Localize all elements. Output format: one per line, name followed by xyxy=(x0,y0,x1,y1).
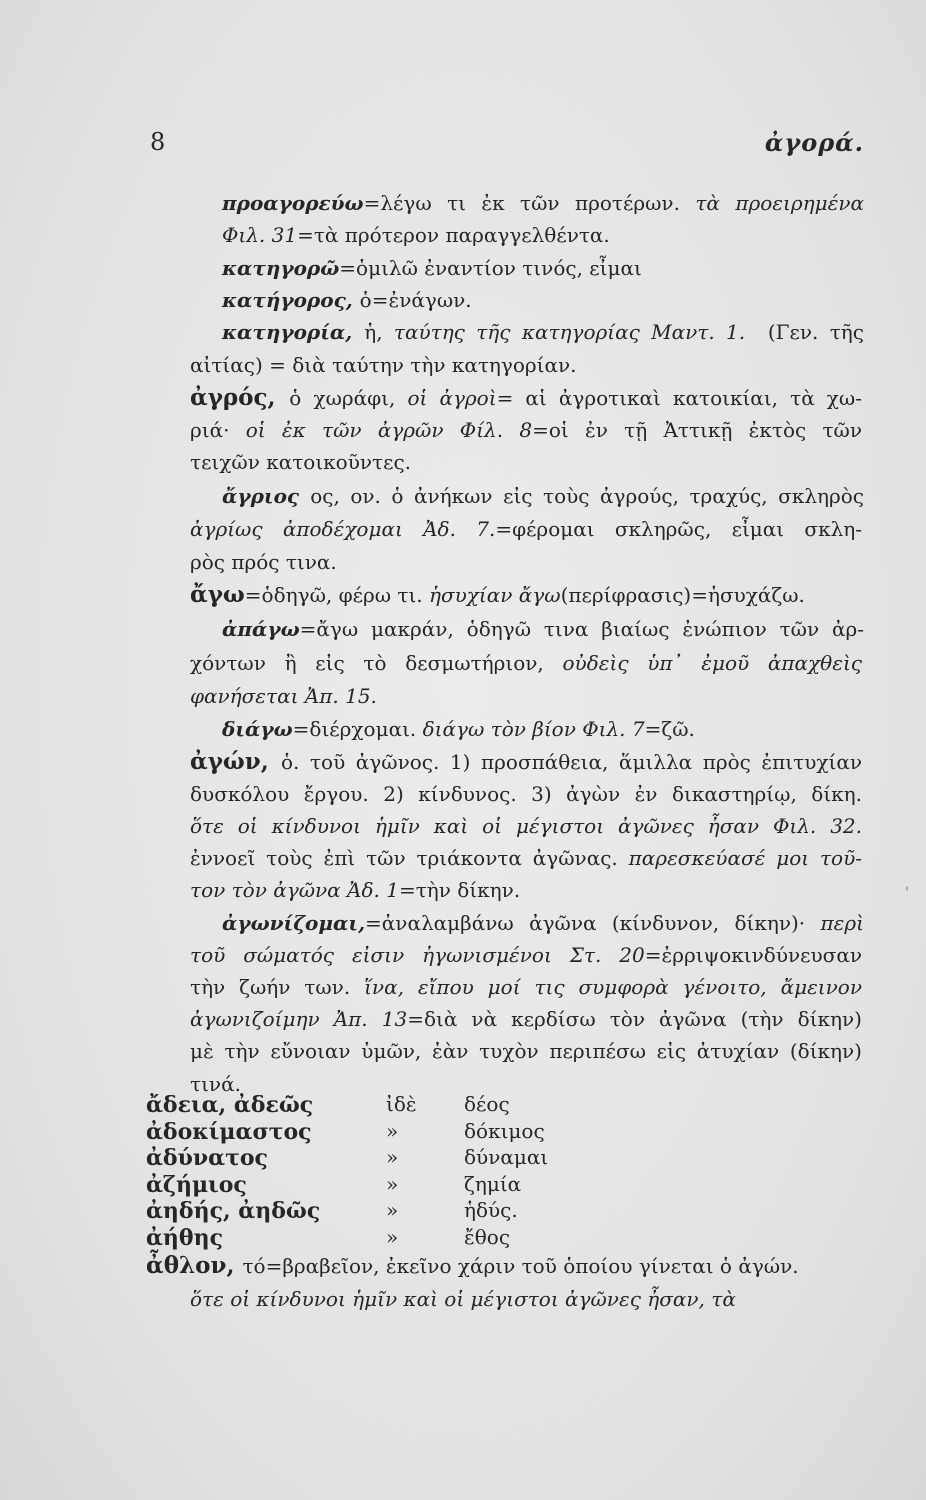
text-line xyxy=(222,716,695,742)
citation-text: οἱ ἀγροὶ xyxy=(407,386,497,410)
headword: κατήγορος, xyxy=(222,288,360,312)
text-line xyxy=(222,616,864,642)
xref-target: δέος xyxy=(464,1092,510,1116)
headword: κατηγορία, xyxy=(222,320,365,344)
definition-text: =οἱ ἐν τῇ Ἀττικῇ ἐκτὸς τῶν xyxy=(532,418,862,442)
definition-text: =ἀναλαμβάνω ἀγῶνα (κίνδυνον, δίκην)· xyxy=(365,911,821,935)
xref-row xyxy=(146,1225,846,1252)
citation-text: Φιλ. 31 xyxy=(222,223,298,247)
headword: ἄγριος xyxy=(222,484,311,508)
definition-text: δυσκόλου ἔργου. 2) κίνδυνος. 3) ἀγὼν ἐν δικαστηρίῳ, δίκη. xyxy=(190,782,862,806)
citation-text: ἵνα, εἴπου μοί τις συμφορὰ γένοιτο, ἄμεινον xyxy=(364,975,863,999)
xref-word: ἀδοκίμαστος xyxy=(146,1118,312,1145)
page-number: 8 xyxy=(150,128,166,156)
citation-text: οὐδεὶς ὑπ᾽ ἐμοῦ ἀπαχθεὶς xyxy=(562,651,862,675)
xref-row xyxy=(146,1172,846,1199)
headword: προαγορεύω xyxy=(222,191,364,215)
running-head: ἀγορά. xyxy=(764,128,864,157)
text-line xyxy=(190,749,862,775)
text-line xyxy=(190,417,862,443)
text-line xyxy=(222,190,864,216)
definition-text: τό=βραβεῖον, ἐκεῖνο χάριν τοῦ ὁποίου γίνεται ὁ ἀγών. xyxy=(242,1254,799,1278)
xref-target: δόκιμος xyxy=(464,1118,545,1143)
text-line xyxy=(190,385,862,411)
definition-text: ἡ, xyxy=(364,320,394,344)
text-line xyxy=(190,449,411,475)
definition-text: =τὴν δίκην. xyxy=(398,878,521,902)
xref-see: » xyxy=(386,1118,399,1143)
margin-mark: ' xyxy=(905,885,909,901)
text-line xyxy=(190,582,805,608)
definition-text: ριά· xyxy=(190,418,246,442)
citation-text: ὅτε οἱ κίνδυνοι ἡμῖν καὶ οἱ μέγιστοι ἀγῶνες ἦσαν Φιλ. 32. xyxy=(190,814,862,838)
text-line xyxy=(190,1286,736,1312)
xref-row xyxy=(146,1092,846,1119)
xref-target: ἔθος xyxy=(464,1224,511,1249)
definition-text: τινά. xyxy=(190,1072,241,1096)
definition-text: =διέρχομαι. xyxy=(292,717,423,741)
text-line xyxy=(190,813,862,839)
text-line xyxy=(190,352,577,378)
xref-target: ζημία xyxy=(464,1171,522,1196)
definition-text: (περίφρασις)=ἡσυχάζω. xyxy=(560,583,805,607)
text-line xyxy=(190,1038,862,1064)
text-line xyxy=(222,319,864,345)
headword: ἀγών, xyxy=(190,748,281,775)
headword: ἆθλον, xyxy=(146,1252,243,1279)
definition-text: =λέγω τι ἐκ τῶν προτέρων. xyxy=(363,191,696,215)
xref-see: ἰδὲ xyxy=(386,1092,417,1116)
text-line xyxy=(222,222,610,248)
text-line xyxy=(222,910,864,936)
text-line xyxy=(222,483,864,509)
citation-text: οἱ ἐκ τῶν ἀγρῶν Φίλ. 8 xyxy=(245,418,533,442)
definition-text: ος, ον. ὁ ἀνήκων εἰς τοὺς ἀγρούς, τραχύς, σκληρὸς xyxy=(310,484,864,508)
cross-reference-table xyxy=(146,1092,846,1251)
text-line xyxy=(190,683,377,709)
xref-see: » xyxy=(386,1224,399,1249)
definition-text: ὁ=ἐνάγων. xyxy=(359,288,472,312)
xref-target: ἡδύς. xyxy=(464,1198,518,1222)
xref-row xyxy=(146,1198,846,1225)
xref-word: ἄδεια, ἀδεῶς xyxy=(146,1092,314,1118)
text-line xyxy=(190,942,862,968)
definition-text: =ὁδηγῶ, φέρω τι. xyxy=(244,583,430,607)
text-line xyxy=(190,877,520,903)
definition-text: ρὸς πρός τινα. xyxy=(190,550,337,574)
definition-text: (Γεν. τῆς xyxy=(745,320,864,344)
text-line xyxy=(190,650,862,676)
definition-text: αἰτίας) = διὰ ταύτην τὴν κατηγορίαν. xyxy=(190,353,577,377)
xref-see: » xyxy=(386,1198,399,1222)
headword: διάγω xyxy=(222,717,293,741)
headword: ἀγωνίζομαι, xyxy=(222,911,366,935)
definition-text: μὲ τὴν εὔνοιαν ὑμῶν, ἐὰν τυχὸν περιπέσω εἰς ἀτυχίαν (δίκην) xyxy=(190,1039,862,1063)
citation-text: ὅτε οἱ κίνδυνοι ἡμῖν καὶ οἱ μέγιστοι ἀγῶνες ἦσαν, τὰ xyxy=(190,1287,736,1311)
xref-word: ἀηδής, ἀηδῶς xyxy=(146,1198,321,1224)
citation-text: ταύτης τῆς κατηγορίας Μαντ. 1. xyxy=(393,320,746,344)
definition-text: τειχῶν κατοικοῦντες. xyxy=(190,450,412,474)
xref-row xyxy=(146,1145,846,1172)
xref-target: δύναμαι xyxy=(464,1145,549,1169)
xref-word: ἀδύνατος xyxy=(146,1145,268,1171)
definition-text: τὴν ζωήν των. xyxy=(190,975,365,999)
text-line xyxy=(190,845,862,871)
text-line xyxy=(190,781,862,807)
citation-text: περὶ xyxy=(820,911,864,935)
definition-text: =τὰ πρότερον παραγγελθέντα. xyxy=(297,223,610,247)
text-line xyxy=(190,974,862,1000)
xref-see: » xyxy=(386,1145,399,1169)
definition-text: =φέρομαι σκληρῶς, εἶμαι σκλη- xyxy=(495,517,862,541)
citation-text: τοῦ σώματός εἰσιν ἠγωνισμένοι Στ. 20 xyxy=(190,943,645,967)
xref-see: » xyxy=(386,1171,399,1196)
headword: κατηγορῶ xyxy=(222,256,340,280)
definition-text: ὁ χωράφι, xyxy=(289,386,408,410)
citation-text: διάγω τὸν βίον Φιλ. 7 xyxy=(422,717,645,741)
headword: ἀγρός, xyxy=(190,384,290,411)
definition-text: ἐννοεῖ τοὺς ἐπὶ τῶν τριάκοντα ἀγῶνας. xyxy=(190,846,629,870)
definition-text: ὁ. τοῦ ἀγῶνος. 1) προσπάθεια, ἅμιλλα πρὸς ἐπιτυχίαν xyxy=(280,750,862,774)
text-line xyxy=(190,549,337,575)
citation-text: φανήσεται Ἀπ. 15. xyxy=(190,684,377,708)
text-line xyxy=(146,1253,799,1279)
xref-word: ἀζήμιος xyxy=(146,1171,247,1198)
citation-text: ἀγωνιζοίμην Ἀπ. 13 xyxy=(190,1007,408,1031)
definition-text: =ἐρριψοκινδύνευσαν xyxy=(644,943,862,967)
text-line xyxy=(222,255,642,281)
headword: ἀπάγω xyxy=(222,617,300,641)
definition-text: =ὁμιλῶ ἐναντίον τινός, εἶμαι xyxy=(339,256,642,280)
citation-text: τον τὸν ἀγῶνα Ἀδ. 1 xyxy=(190,878,399,902)
citation-text: ἡσυχίαν ἄγω xyxy=(429,583,561,607)
headword: ἄγω xyxy=(190,581,245,608)
xref-row xyxy=(146,1119,846,1146)
definition-text: =ἄγω μακράν, ὁδηγῶ τινα βιαίως ἐνώπιον τῶν ἀρ- xyxy=(299,617,864,641)
citation-text: τὰ προειρημένα xyxy=(695,191,864,215)
citation-text: παρεσκεύασέ μοι τοῦ- xyxy=(628,846,862,870)
text-line xyxy=(190,516,862,542)
definition-text: =διὰ νὰ κερδίσω τὸν ἀγῶνα (τὴν δίκην) xyxy=(407,1007,862,1031)
definition-text: = αἱ ἀγροτικαὶ κατοικίαι, τὰ χω- xyxy=(496,386,862,410)
text-line xyxy=(222,287,472,313)
definition-text: χόντων ἢ εἰς τὸ δεσμωτήριον, xyxy=(190,651,563,675)
citation-text: ἀγρίως ἀποδέχομαι Ἀδ. 7. xyxy=(190,517,496,541)
xref-word: ἀήθης xyxy=(146,1224,223,1251)
definition-text: =ζῶ. xyxy=(644,717,695,741)
text-line xyxy=(190,1006,862,1032)
